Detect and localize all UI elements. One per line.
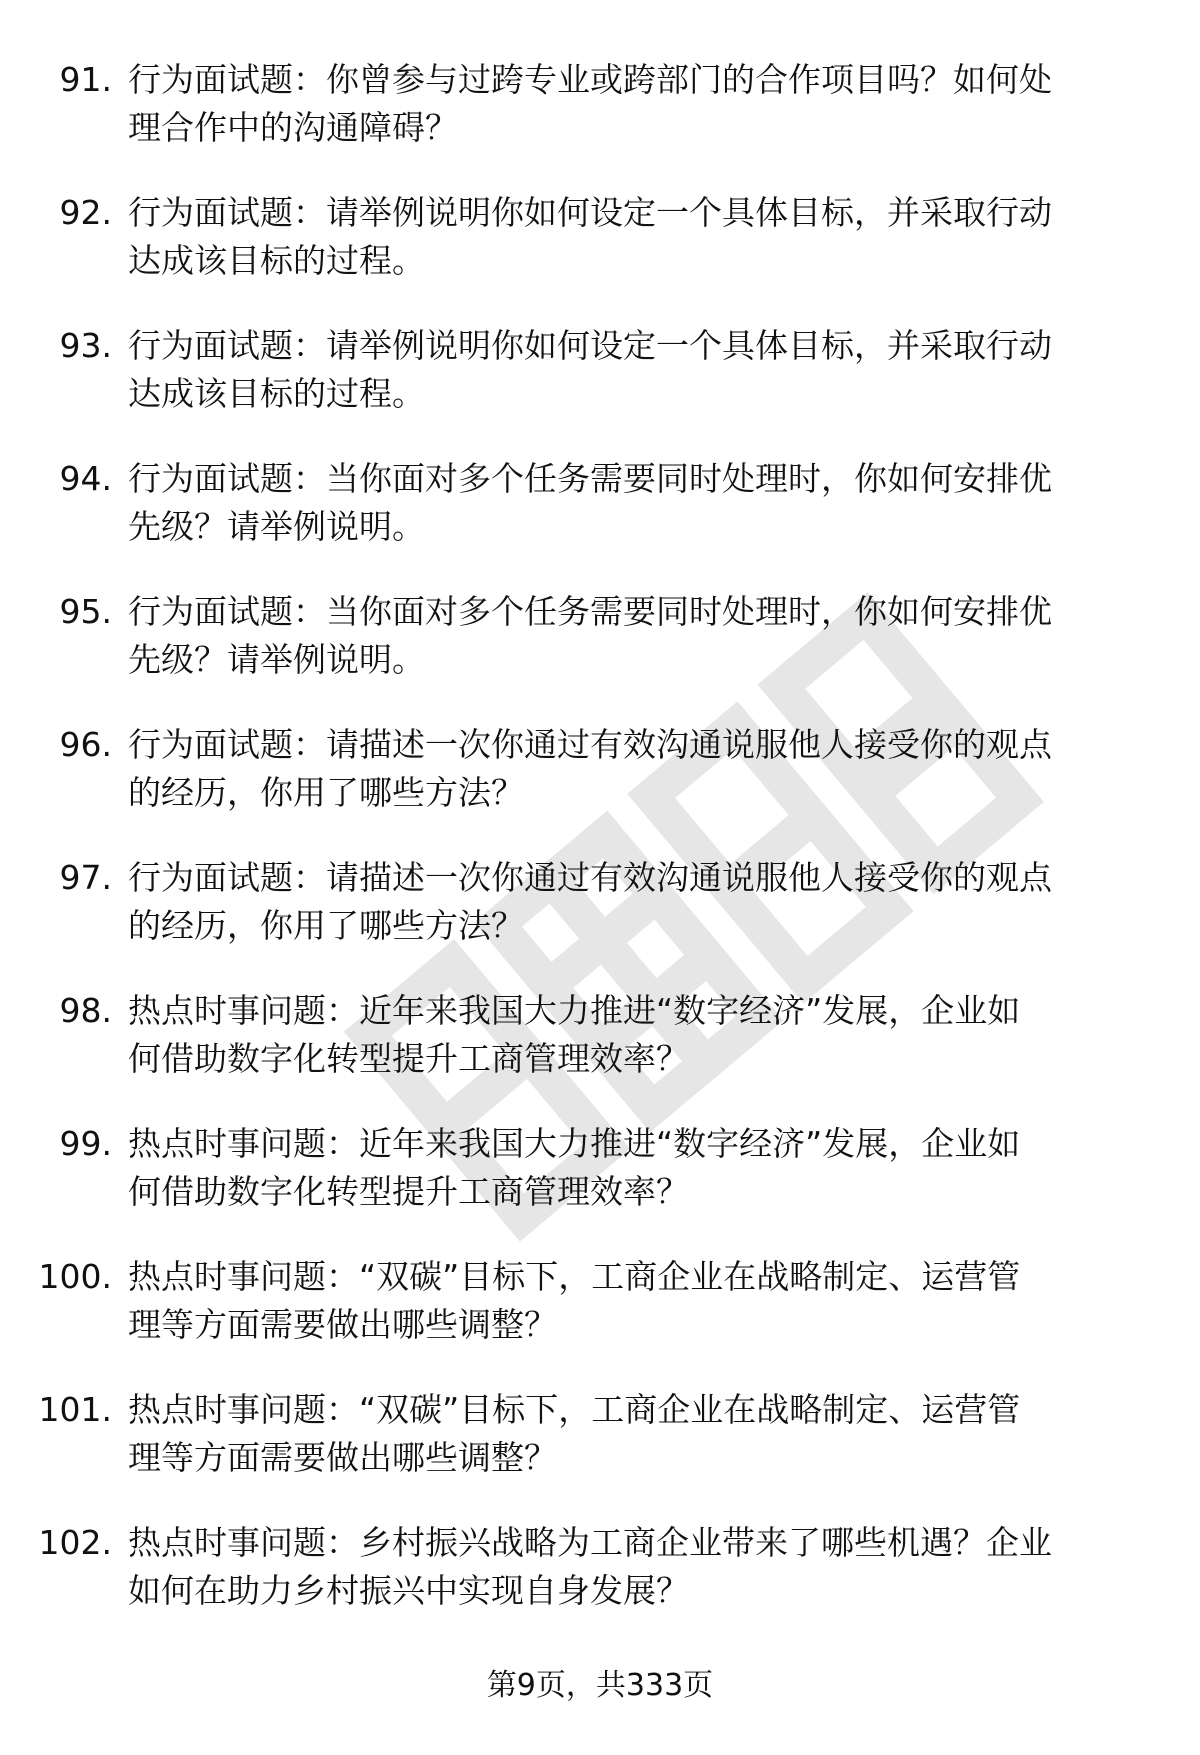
- question-number: 95.: [59, 592, 112, 631]
- question-text: 行为面试题：你曾参与过跨专业或跨部门的合作项目吗？如何处 理合作中的沟通障碍？: [128, 60, 1052, 147]
- question-text: 行为面试题：当你面对多个任务需要同时处理时，你如何安排优 先级？请举例说明。: [128, 459, 1052, 546]
- list-item: [0, 1386, 1200, 1519]
- list-item: [0, 322, 1200, 455]
- question-number: 98.: [59, 991, 112, 1030]
- list-item: [0, 1120, 1200, 1253]
- list-item: [0, 56, 1200, 189]
- question-text: 行为面试题：请描述一次你通过有效沟通说服他人接受你的观点 的经历，你用了哪些方法？: [128, 725, 1052, 812]
- question-text: 行为面试题：请举例说明你如何设定一个具体目标，并采取行动 达成该目标的过程。: [128, 193, 1052, 280]
- question-text: 热点时事问题：乡村振兴战略为工商企业带来了哪些机遇？企业 如何在助力乡村振兴中实现自身发展？: [128, 1523, 1052, 1610]
- question-number: 96.: [59, 725, 112, 764]
- question-number: 100.: [38, 1257, 112, 1296]
- question-list: [0, 56, 1200, 1652]
- list-item: [0, 455, 1200, 588]
- list-item: [0, 987, 1200, 1120]
- question-text: 热点时事问题：“双碳”目标下，工商企业在战略制定、运营管 理等方面需要做出哪些调整？: [128, 1390, 1021, 1477]
- question-text: 行为面试题：请描述一次你通过有效沟通说服他人接受你的观点 的经历，你用了哪些方法？: [128, 858, 1052, 945]
- question-number: 92.: [59, 193, 112, 232]
- list-item: [0, 1253, 1200, 1386]
- page-footer: 第9页，共333页: [486, 1668, 714, 1703]
- question-number: 101.: [38, 1390, 112, 1429]
- list-item: [0, 189, 1200, 322]
- question-number: 102.: [38, 1523, 112, 1562]
- list-item: [0, 721, 1200, 854]
- list-item: [0, 588, 1200, 721]
- question-number: 93.: [59, 326, 112, 365]
- question-text: 热点时事问题：近年来我国大力推进“数字经济”发展，企业如 何借助数字化转型提升工商管理效率？: [128, 1124, 1021, 1211]
- question-number: 91.: [59, 60, 112, 99]
- question-number: 94.: [59, 459, 112, 498]
- question-text: 行为面试题：当你面对多个任务需要同时处理时，你如何安排优 先级？请举例说明。: [128, 592, 1052, 679]
- list-item: [0, 854, 1200, 987]
- question-text: 热点时事问题：近年来我国大力推进“数字经济”发展，企业如 何借助数字化转型提升工商管理效率？: [128, 991, 1021, 1078]
- question-number: 99.: [59, 1124, 112, 1163]
- list-item: [0, 1519, 1200, 1652]
- question-text: 热点时事问题：“双碳”目标下，工商企业在战略制定、运营管 理等方面需要做出哪些调整？: [128, 1257, 1021, 1344]
- question-text: 行为面试题：请举例说明你如何设定一个具体目标，并采取行动 达成该目标的过程。: [128, 326, 1052, 413]
- question-number: 97.: [59, 858, 112, 897]
